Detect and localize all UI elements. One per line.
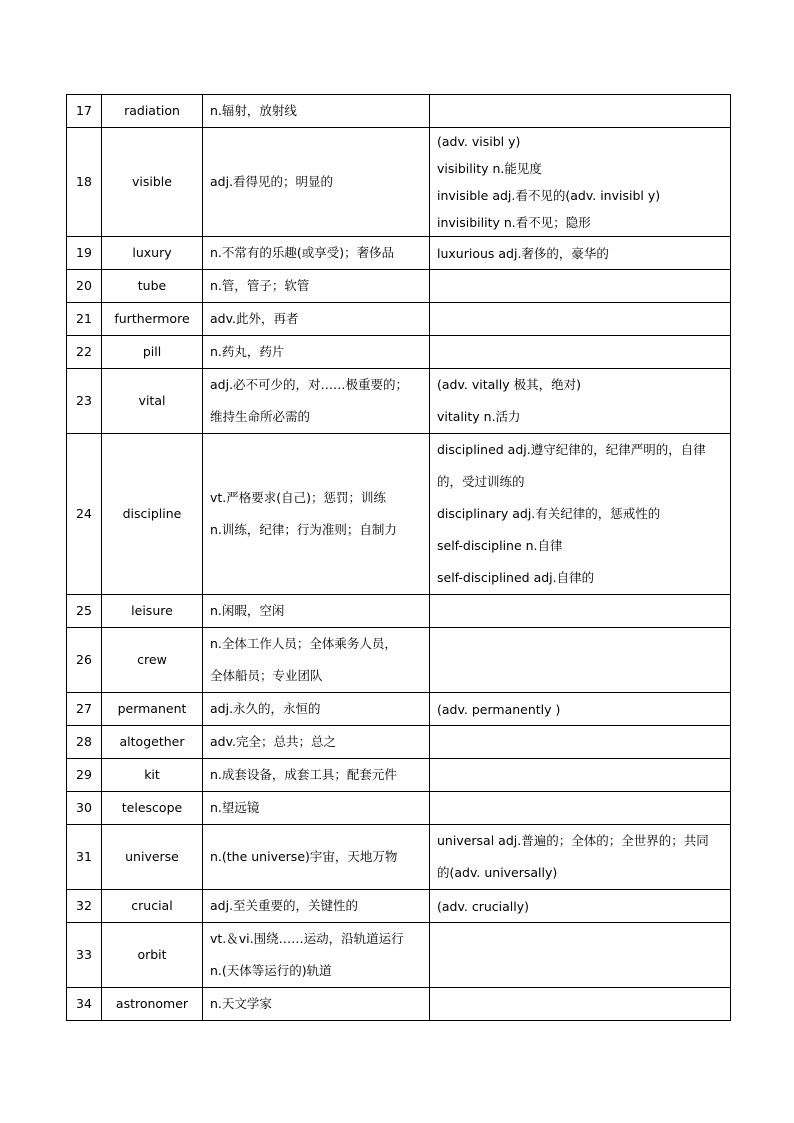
word-meaning-cell (203, 336, 430, 369)
vocabulary-table (66, 94, 731, 1021)
entry-number: 31 (67, 825, 102, 890)
vocab-word: crucial (102, 890, 203, 923)
entry-number: 24 (67, 434, 102, 595)
related-forms-cell (430, 270, 731, 303)
meaning-line: adj.看得见的；明显的 (210, 174, 334, 189)
related-form-line: universal adj.普遍的；全体的；全世界的；共同 (437, 833, 709, 848)
table-row (67, 759, 731, 792)
entry-number: 26 (67, 628, 102, 693)
related-forms-cell (430, 369, 731, 434)
meaning-line: n.闲暇，空闲 (210, 603, 285, 618)
entry-number: 20 (67, 270, 102, 303)
meaning-line: adj.至关重要的，关键性的 (210, 898, 359, 913)
entry-number: 23 (67, 369, 102, 434)
table-row (67, 303, 731, 336)
entry-number: 30 (67, 792, 102, 825)
related-forms-cell (430, 595, 731, 628)
related-forms-cell (430, 759, 731, 792)
table-row (67, 95, 731, 128)
table-row (67, 336, 731, 369)
related-form-line: invisible adj.看不见的(adv. invisibl y) (437, 188, 661, 203)
related-forms-cell (430, 988, 731, 1021)
word-meaning-cell (203, 628, 430, 693)
vocab-word: orbit (102, 923, 203, 988)
related-forms-cell (430, 693, 731, 726)
related-form-line: invisibility n.看不见；隐形 (437, 215, 591, 230)
vocab-word: universe (102, 825, 203, 890)
word-meaning-cell (203, 726, 430, 759)
related-forms-cell (430, 890, 731, 923)
related-form-line: 的(adv. universally) (437, 865, 558, 880)
related-form-line: disciplinary adj.有关纪律的，惩戒性的 (437, 506, 661, 521)
meaning-line: n.(天体等运行的)轨道 (210, 963, 332, 978)
table-row (67, 792, 731, 825)
meaning-line: n.全体工作人员；全体乘务人员， (210, 636, 397, 651)
meaning-line: n.不常有的乐趣(或享受)；奢侈品 (210, 245, 395, 260)
meaning-line: n.药丸，药片 (210, 344, 285, 359)
word-meaning-cell (203, 270, 430, 303)
meaning-line: vt.＆vi.围绕……运动，沿轨道运行 (210, 931, 404, 946)
entry-number: 28 (67, 726, 102, 759)
meaning-line: n.辐射，放射线 (210, 103, 297, 118)
word-meaning-cell (203, 128, 430, 237)
meaning-line: n.成套设备，成套工具；配套元件 (210, 767, 397, 782)
related-form-line: self-disciplined adj.自律的 (437, 570, 595, 585)
entry-number: 21 (67, 303, 102, 336)
word-meaning-cell (203, 759, 430, 792)
vocab-word: visible (102, 128, 203, 237)
word-meaning-cell (203, 595, 430, 628)
table-row (67, 923, 731, 988)
related-form-line: self-discipline n.自律 (437, 538, 563, 553)
related-form-line: (adv. crucially) (437, 898, 530, 914)
table-row (67, 628, 731, 693)
related-forms-cell (430, 303, 731, 336)
vocab-word: kit (102, 759, 203, 792)
related-forms-cell (430, 95, 731, 128)
entry-number: 27 (67, 693, 102, 726)
table-row (67, 128, 731, 237)
vocab-word: luxury (102, 237, 203, 270)
entry-number: 18 (67, 128, 102, 237)
word-meaning-cell (203, 988, 430, 1021)
word-meaning-cell (203, 890, 430, 923)
word-meaning-cell (203, 825, 430, 890)
related-forms-cell (430, 434, 731, 595)
word-meaning-cell (203, 369, 430, 434)
vocabulary-table-body (67, 95, 731, 1021)
word-meaning-cell (203, 792, 430, 825)
entry-number: 33 (67, 923, 102, 988)
meaning-line: adj.必不可少的，对……极重要的； (210, 377, 409, 392)
related-form-line: vitality n.活力 (437, 409, 521, 424)
table-row (67, 890, 731, 923)
table-row (67, 693, 731, 726)
vocab-word: vital (102, 369, 203, 434)
vocab-word: telescope (102, 792, 203, 825)
entry-number: 17 (67, 95, 102, 128)
related-forms-cell (430, 628, 731, 693)
meaning-line: adv.完全；总共；总之 (210, 734, 336, 749)
related-forms-cell (430, 825, 731, 890)
vocab-word: astronomer (102, 988, 203, 1021)
meaning-line: n.(the universe)宇宙，天地万物 (210, 849, 398, 864)
related-form-line: (adv. permanently ) (437, 701, 561, 717)
entry-number: 25 (67, 595, 102, 628)
vocab-word: discipline (102, 434, 203, 595)
entry-number: 22 (67, 336, 102, 369)
vocab-word: altogether (102, 726, 203, 759)
related-forms-cell (430, 726, 731, 759)
meaning-line: n.天文学家 (210, 996, 272, 1011)
related-forms-cell (430, 128, 731, 237)
word-meaning-cell (203, 923, 430, 988)
word-meaning-cell (203, 693, 430, 726)
meaning-line: n.训练，纪律；行为准则；自制力 (210, 522, 397, 537)
related-form-line: 的，受过训练的 (437, 474, 525, 489)
table-row (67, 270, 731, 303)
related-form-line: (adv. visibl y) (437, 134, 521, 149)
table-row (67, 237, 731, 270)
entry-number: 32 (67, 890, 102, 923)
related-form-line: visibility n.能见度 (437, 161, 542, 176)
vocab-word: pill (102, 336, 203, 369)
word-meaning-cell (203, 95, 430, 128)
table-row (67, 726, 731, 759)
meaning-line: adv.此外，再者 (210, 311, 299, 326)
entry-number: 19 (67, 237, 102, 270)
word-meaning-cell (203, 303, 430, 336)
vocab-word: permanent (102, 693, 203, 726)
table-row (67, 988, 731, 1021)
related-forms-cell (430, 923, 731, 988)
vocab-word: tube (102, 270, 203, 303)
table-row (67, 369, 731, 434)
entry-number: 34 (67, 988, 102, 1021)
table-row (67, 825, 731, 890)
table-row (67, 595, 731, 628)
meaning-line: adj.永久的，永恒的 (210, 701, 321, 716)
word-meaning-cell (203, 434, 430, 595)
related-form-line: disciplined adj.遵守纪律的，纪律严明的，自律 (437, 442, 706, 457)
related-form-line: luxurious adj.奢侈的，豪华的 (437, 245, 609, 261)
related-forms-cell (430, 336, 731, 369)
related-forms-cell (430, 237, 731, 270)
meaning-line: 全体船员；专业团队 (210, 668, 323, 683)
word-meaning-cell (203, 237, 430, 270)
vocab-word: leisure (102, 595, 203, 628)
entry-number: 29 (67, 759, 102, 792)
table-row (67, 434, 731, 595)
meaning-line: n.管，管子；软管 (210, 278, 310, 293)
vocab-word: furthermore (102, 303, 203, 336)
meaning-line: n.望远镜 (210, 800, 260, 815)
vocab-word: radiation (102, 95, 203, 128)
meaning-line: vt.严格要求(自己)；惩罚；训练 (210, 490, 387, 505)
meaning-line: 维持生命所必需的 (210, 409, 311, 424)
related-form-line: (adv. vitally 极其，绝对) (437, 377, 581, 392)
vocab-word: crew (102, 628, 203, 693)
related-forms-cell (430, 792, 731, 825)
